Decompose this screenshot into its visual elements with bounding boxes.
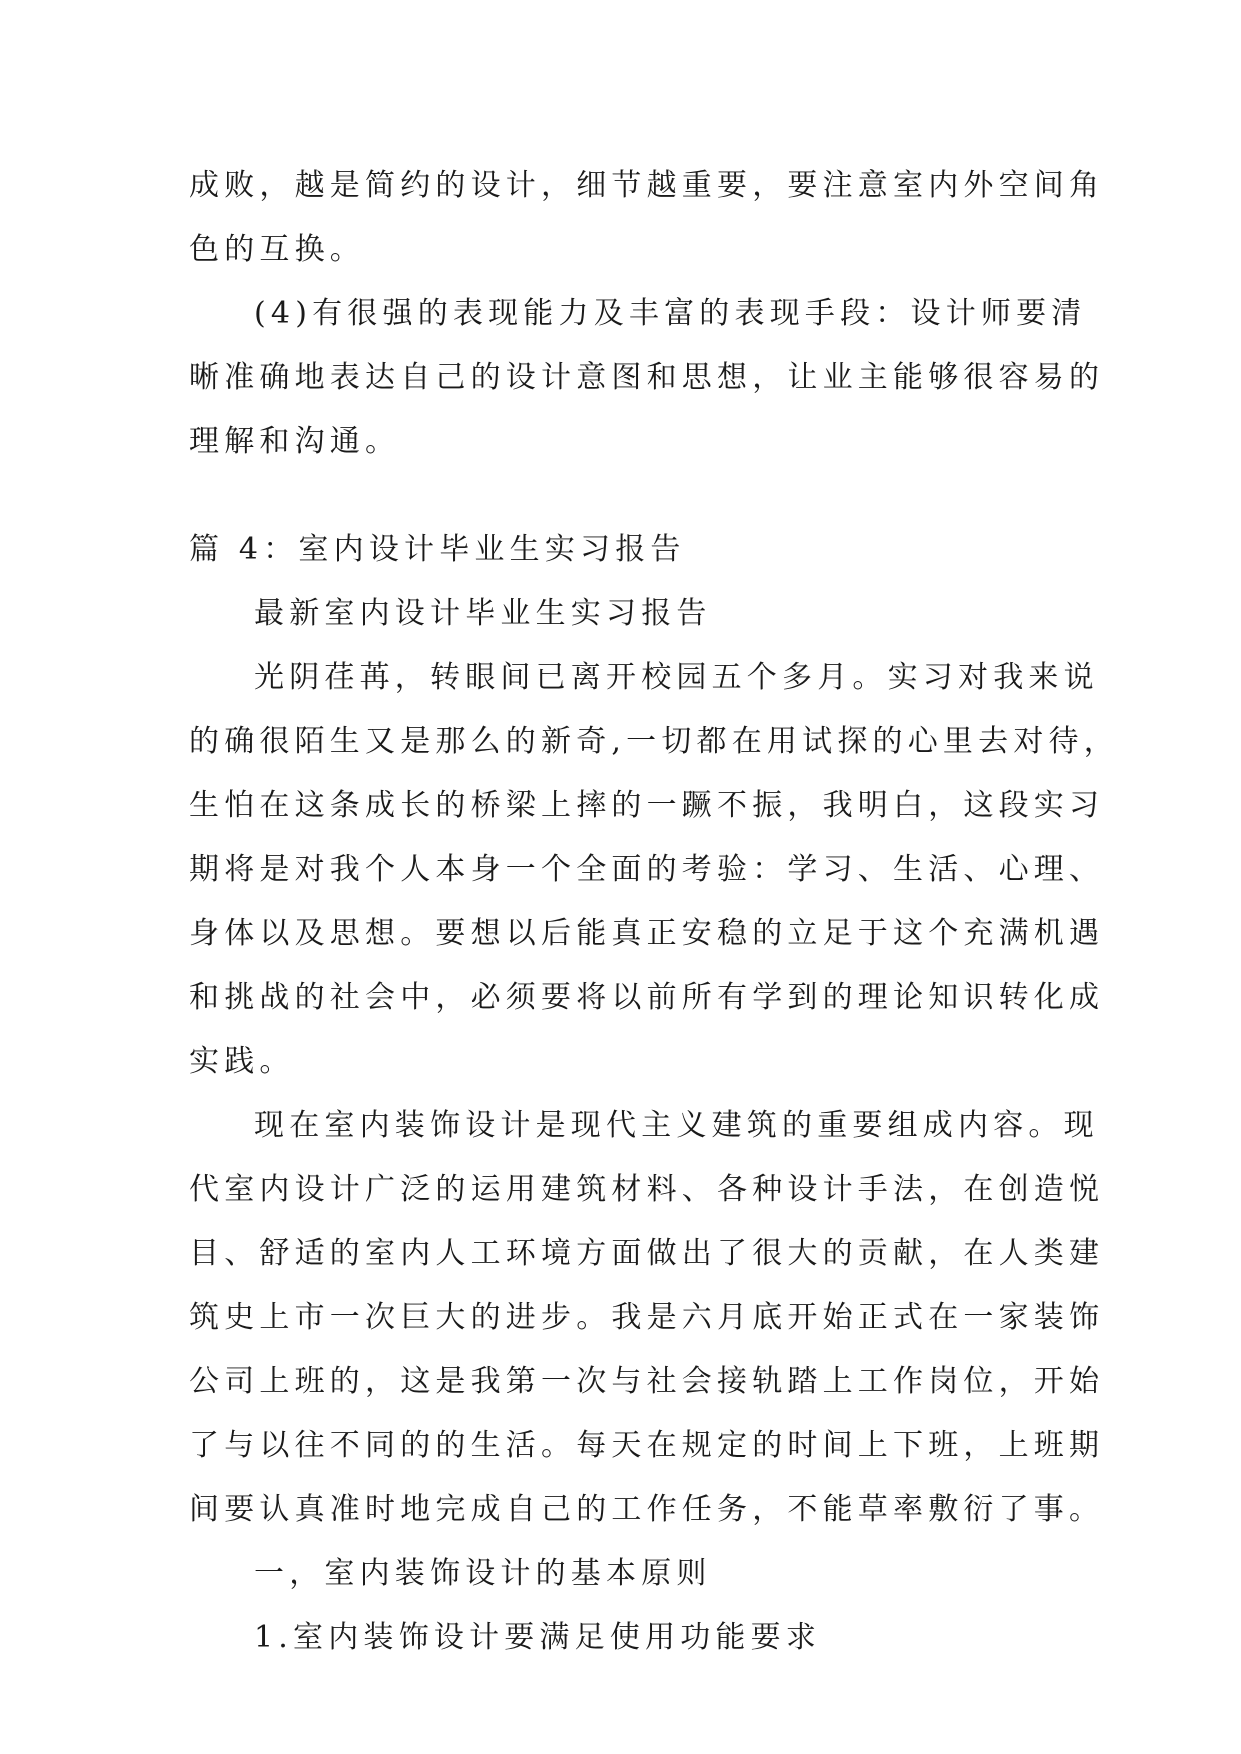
- body-text-line: 理解和沟通。: [189, 424, 401, 459]
- body-text-line: 目、舒适的室内人工环境方面做出了很大的贡献，在人类建: [189, 1236, 1105, 1271]
- chapter-heading: 篇 4：室内设计毕业生实习报告: [189, 532, 686, 567]
- body-text-line: 代室内设计广泛的运用建筑材料、各种设计手法，在创造悦: [189, 1172, 1105, 1207]
- body-text-line: 期将是对我个人本身一个全面的考验：学习、生活、心理、: [189, 852, 1105, 887]
- body-text-line: 身体以及思想。要想以后能真正安稳的立足于这个充满机遇: [189, 916, 1105, 951]
- body-text-line: 间要认真准时地完成自己的工作任务，不能草率敷衍了事。: [189, 1492, 1105, 1527]
- body-text-line: 公司上班的，这是我第一次与社会接轨踏上工作岗位，开始: [189, 1364, 1105, 1399]
- body-text-line: 成败，越是简约的设计，细节越重要，要注意室内外空间角: [189, 168, 1105, 203]
- list-item-4: (4)有很强的表现能力及丰富的表现手段：设计师要清: [254, 296, 1087, 331]
- body-text-line: 生怕在这条成长的桥梁上摔的一蹶不振，我明白，这段实习: [189, 788, 1105, 823]
- section-heading: 一，室内装饰设计的基本原则: [254, 1556, 712, 1591]
- paragraph-start: 现在室内装饰设计是现代主义建筑的重要组成内容。现: [254, 1108, 1099, 1143]
- body-text-line: 实践。: [189, 1044, 295, 1079]
- body-text-line: 了与以往不同的的生活。每天在规定的时间上下班，上班期: [189, 1428, 1105, 1463]
- subsection-heading: 1.室内装饰设计要满足使用功能要求: [254, 1620, 822, 1655]
- body-text-line: 筑史上市一次巨大的进步。我是六月底开始正式在一家装饰: [189, 1300, 1105, 1335]
- body-text-line: 晰准确地表达自己的设计意图和思想，让业主能够很容易的: [189, 360, 1105, 395]
- article-title: 最新室内设计毕业生实习报告: [254, 596, 712, 631]
- paragraph-start: 光阴荏苒，转眼间已离开校园五个多月。实习对我来说: [254, 660, 1099, 695]
- body-text-line: 色的互换。: [189, 232, 365, 267]
- body-text-line: 的确很陌生又是那么的新奇,一切都在用试探的心里去对待，: [189, 724, 1119, 759]
- body-text-line: 和挑战的社会中，必须要将以前所有学到的理论知识转化成: [189, 980, 1105, 1015]
